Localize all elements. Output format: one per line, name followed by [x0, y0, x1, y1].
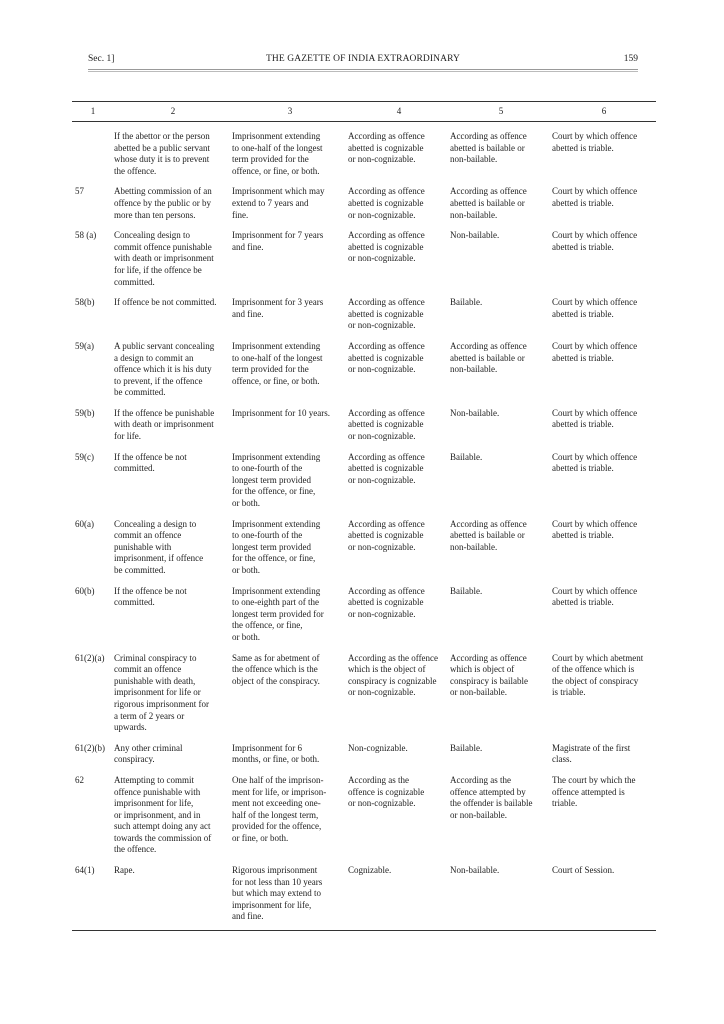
offence-description-cell: If offence be not committed.: [114, 297, 217, 308]
triable-court-cell: Court by which offence abetted is triable.: [552, 131, 638, 153]
triable-court-cell: Court by which abetment of the offence which is the object of conspiracy is triable.: [552, 652, 644, 698]
bailability-cell: According as offence abetted is bailable or non-bailable.: [450, 131, 527, 165]
punishment-cell: Imprisonment for 7 years and fine.: [232, 230, 324, 252]
cognizability-cell: Cognizable.: [348, 865, 392, 876]
section-number-cell: 58 (a): [75, 230, 97, 241]
column-header-2: 2: [170, 105, 176, 116]
cognizability-cell: According as offence abetted is cognizable or non-cognizable.: [348, 297, 425, 331]
triable-court-cell: Court by which offence abetted is triable.: [552, 230, 638, 252]
offence-description-cell: A public servant concealing a design to commit an offence which it is his duty to prevent, if the offence be committed.: [114, 340, 215, 398]
cognizability-cell: According as the offence which is the object of conspiracy is cognizable or non-cognizable.: [348, 652, 439, 698]
triable-court-cell: Court by which offence abetted is triable.: [552, 297, 638, 319]
offence-description-cell: Attempting to commit offence punishable with imprisonment for life, or imprisonment, and in such attempt doing any act towards the commission of the offence.: [114, 774, 212, 855]
triable-court-cell: Court by which offence abetted is triable.: [552, 186, 638, 208]
section-number-cell: [72, 131, 114, 177]
column-header-5: 5: [498, 105, 504, 116]
offence-table: [72, 101, 656, 931]
punishment-cell: Imprisonment which may extend to 7 years and fine.: [232, 186, 325, 220]
table-row: [72, 743, 656, 766]
table-row: [72, 341, 656, 399]
section-number-cell: 60(b): [75, 585, 95, 596]
table-row: [72, 230, 656, 288]
bailability-cell: Non-bailable.: [450, 407, 500, 418]
cognizability-cell: According as offence abetted is cognizable or non-cognizable.: [348, 230, 425, 264]
punishment-cell: Imprisonment extending to one-fourth of the longest term provided for the offence, or fine, or both.: [232, 518, 321, 575]
punishment-cell: One half of the imprison- ment for life, or imprison- ment not exceeding one- half of the longest term, provided for the offence, or fine, or both.: [232, 774, 327, 843]
bailability-cell: According as offence abetted is bailable or non-bailable.: [450, 340, 527, 375]
punishment-cell: Imprisonment extending to one-eighth part of the longest term provided for the offence, or fine, or both.: [232, 585, 324, 642]
offence-description-cell: If the offence be not committed.: [114, 451, 187, 474]
cognizability-cell: According as offence abetted is cognizable or non-cognizable.: [348, 131, 425, 165]
cognizability-cell: Non-cognizable.: [348, 742, 408, 753]
bailability-cell: According as offence abetted is bailable or non-bailable.: [450, 518, 527, 552]
offence-description-cell: Any other criminal conspiracy.: [114, 742, 183, 765]
cognizability-cell: According as offence abetted is cognizable or non-cognizable.: [348, 518, 425, 552]
section-number-cell: 58(b): [75, 297, 95, 308]
table-row: [72, 131, 656, 177]
column-header-rule: [72, 121, 656, 122]
bailability-cell: According as the offence attempted by the offender is bailable or non-bailable.: [450, 774, 533, 820]
bailability-cell: According as offence abetted is bailable or non-bailable.: [450, 186, 527, 220]
cognizability-cell: According as offence abetted is cognizable or non-cognizable.: [348, 451, 425, 485]
punishment-cell: Imprisonment extending to one-half of the longest term provided for the offence, or fine, or both.: [232, 131, 323, 176]
triable-court-cell: Court by which offence abetted is triable.: [552, 518, 638, 541]
column-header-row: [72, 102, 656, 121]
triable-court-cell: Court by which offence abetted is triable.: [552, 585, 638, 608]
triable-court-cell: Magistrate of the first class.: [552, 742, 631, 765]
table-row: [72, 297, 656, 332]
bailability-cell: According as offence which is object of conspiracy is bailable or non-bailable.: [450, 652, 528, 698]
bailability-cell: Bailable.: [450, 585, 483, 596]
table-row: [72, 452, 656, 510]
section-number-cell: 64(1): [75, 865, 95, 876]
table-bottom-rule: [72, 930, 656, 931]
table-row: [72, 519, 656, 577]
section-number-cell: 62: [75, 774, 84, 785]
section-number-cell: 57: [75, 186, 84, 197]
offence-description-cell: If the offence be punishable with death or imprisonment for life.: [114, 407, 215, 442]
cognizability-cell: According as offence abetted is cognizable or non-cognizable.: [348, 585, 425, 619]
section-number-cell: 61(2)(b): [75, 742, 105, 753]
column-header-6: 6: [601, 105, 607, 116]
bailability-cell: Non-bailable.: [450, 230, 500, 241]
bailability-cell: Bailable.: [450, 451, 483, 462]
column-header-1: 1: [90, 105, 96, 116]
table-row: [72, 186, 656, 221]
section-number-cell: 59(b): [75, 407, 95, 418]
table-row: [72, 408, 656, 443]
table-row: [72, 775, 656, 856]
page-header: [88, 54, 638, 68]
bailability-cell: Bailable.: [450, 297, 483, 308]
section-number-cell: 59(c): [75, 451, 94, 462]
bailability-cell: Non-bailable.: [450, 865, 500, 876]
offence-description-cell: Rape.: [114, 865, 135, 876]
gazette-title: THE GAZETTE OF INDIA EXTRAORDINARY: [266, 54, 460, 64]
cognizability-cell: According as the offence is cognizable or non-cognizable.: [348, 774, 425, 809]
triable-court-cell: Court by which offence abetted is triable.: [552, 451, 638, 474]
offence-description-cell: If the offence be not committed.: [114, 585, 187, 608]
cognizability-cell: According as offence abetted is cognizable or non-cognizable.: [348, 186, 425, 220]
table-row: [72, 865, 656, 923]
section-number-cell: 59(a): [75, 340, 94, 351]
offence-description-cell: Concealing design to commit offence punishable with death or imprisonment for life, if the offence be committed.: [114, 230, 214, 287]
offence-description-cell: Criminal conspiracy to commit an offence punishable with death, imprisonment for life or rigorous imprisonment for a term of 2 years or upwards.: [114, 652, 209, 733]
triable-court-cell: The court by which the offence attempted is triable.: [552, 774, 636, 809]
punishment-cell: Imprisonment for 10 years.: [232, 407, 330, 418]
punishment-cell: Imprisonment for 3 years and fine.: [232, 297, 324, 319]
punishment-cell: Rigorous imprisonment for not less than 10 years but which may extend to imprisonment for life, and fine.: [232, 865, 323, 922]
page-number: 159: [623, 54, 638, 64]
column-header-3: 3: [287, 105, 293, 116]
section-number-cell: 61(2)(a): [75, 652, 105, 663]
header-rule: [88, 69, 638, 72]
cognizability-cell: According as offence abetted is cognizable or non-cognizable.: [348, 407, 425, 442]
punishment-cell: Same as for abetment of the offence which is the object of the conspiracy.: [232, 652, 320, 686]
punishment-cell: Imprisonment extending to one-half of the longest term provided for the offence, or fine, or both.: [232, 340, 323, 386]
column-header-4: 4: [396, 105, 402, 116]
triable-court-cell: Court of Session.: [552, 865, 615, 876]
triable-court-cell: Court by which offence abetted is triable.: [552, 340, 638, 363]
section-number-cell: 60(a): [75, 518, 94, 529]
bailability-cell: Bailable.: [450, 742, 483, 753]
table-body: [72, 131, 656, 923]
table-row: [72, 586, 656, 644]
offence-description-cell: If the abettor or the person abetted be a public servant whose duty it is to prevent the offence.: [114, 131, 210, 176]
punishment-cell: Imprisonment extending to one-fourth of the longest term provided for the offence, or fine, or both.: [232, 451, 321, 509]
punishment-cell: Imprisonment for 6 months, or fine, or both.: [232, 742, 320, 765]
triable-court-cell: Court by which offence abetted is triable.: [552, 407, 638, 430]
offence-description-cell: Concealing a design to commit an offence punishable with imprisonment, if offence be committed.: [114, 518, 204, 575]
table-row: [72, 653, 656, 734]
section-label: Sec. 1]: [88, 54, 115, 64]
cognizability-cell: According as offence abetted is cognizable or non-cognizable.: [348, 340, 425, 375]
offence-description-cell: Abetting commission of an offence by the public or by more than ten persons.: [114, 186, 212, 220]
